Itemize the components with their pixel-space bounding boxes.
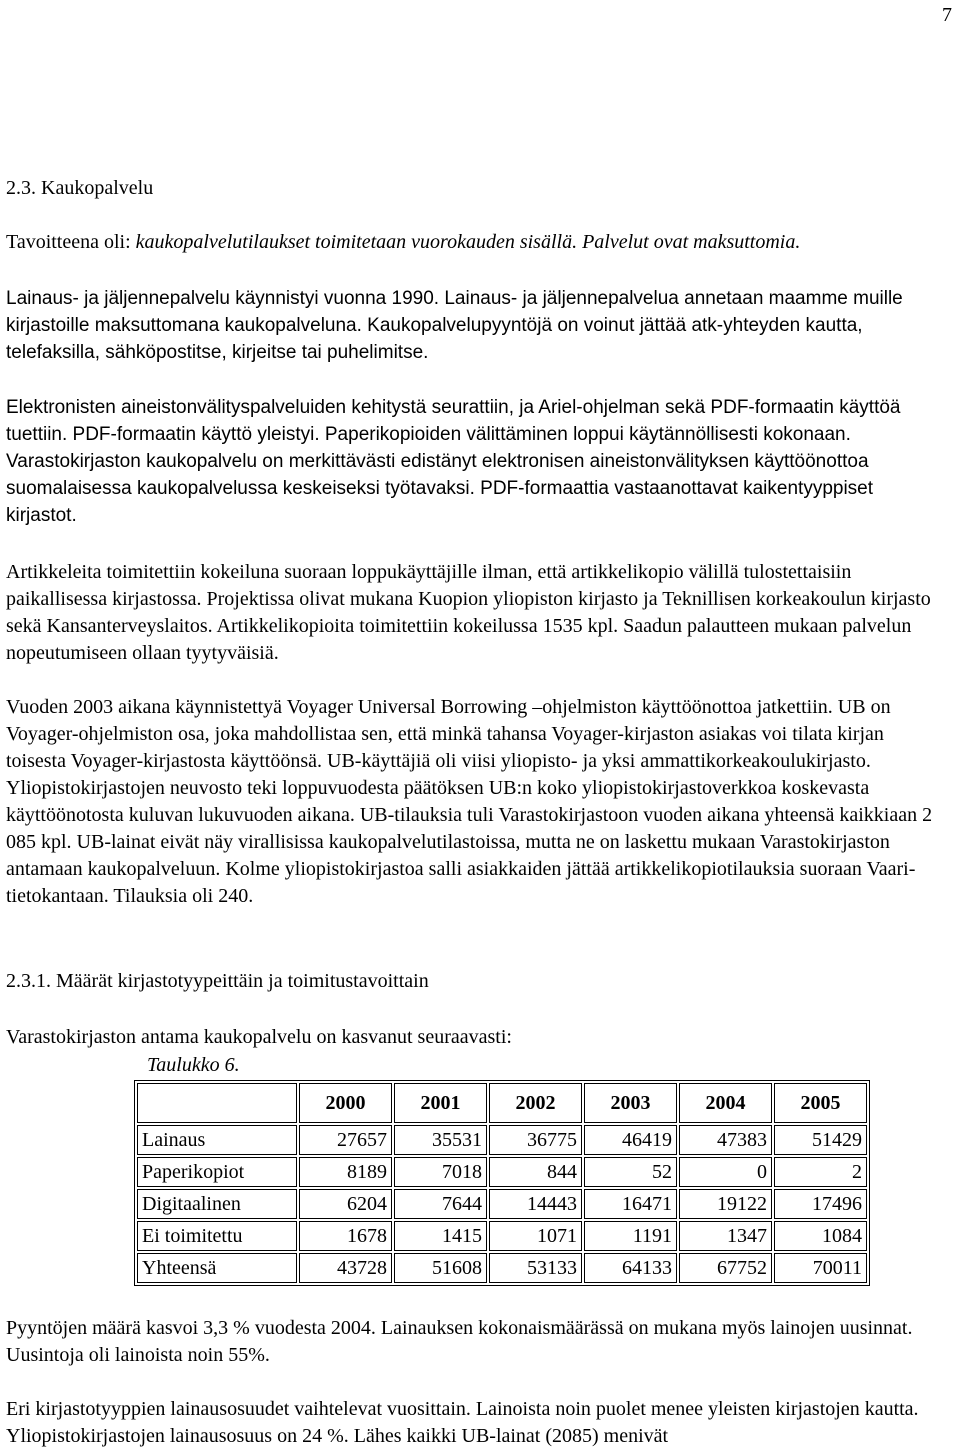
- table-cell: 1191: [584, 1221, 677, 1251]
- subsection-heading: 2.3.1. Määrät kirjastotyypeittäin ja toimitustavoittain: [6, 970, 429, 992]
- table-cell: 7644: [394, 1189, 487, 1219]
- page-number: 7: [942, 4, 952, 26]
- table-cell: 51608: [394, 1253, 487, 1283]
- table-header-cell: 2004: [679, 1083, 772, 1123]
- row-label: Paperikopiot: [137, 1157, 297, 1187]
- table-row: [137, 1125, 867, 1155]
- table-cell: 36775: [489, 1125, 582, 1155]
- table-header-cell: 2000: [299, 1083, 392, 1123]
- row-label: Yhteensä: [137, 1253, 297, 1283]
- paragraph-2: Elektronisten aineistonvälityspalveluiden kehitystä seurattiin, ja Ariel-ohjelman sekä PDF-formaatin käyttöä tuettiin. PDF-formaatin käyttö yleistyi. Paperikopioiden välittäminen loppui käytännöllisesti kokonaan. Varastokirjaston kaukopalvelu on merkittävästi edistänyt elektronisen aineistonvälityksen käyttöönottoa suomalaisessa kaukopalvelussa keskeiseksi työtavaksi. PDF-formaattia vastaanottavat kaikentyyppiset kirjastot.: [6, 397, 901, 526]
- table-row: [137, 1189, 867, 1219]
- paragraph-3: Artikkeleita toimitettiin kokeiluna suoraan loppukäyttäjille ilman, että artikkelikopio välillä tulostettaisiin paikallisessa kirjastossa. Projektissa olivat mukana Kuopion yliopiston kirjasto ja Teknillisen korkeakoulun kirjasto sekä Kansanterveyslaitos. Artikkelikopioita toimitettiin kokeilussa 1535 kpl. Saadun palautteen mukaan palvelun nopeutumiseen ollaan tyytyväisiä.: [6, 561, 931, 664]
- table-caption: Taulukko 6.: [147, 1054, 240, 1076]
- table-header-cell: 2001: [394, 1083, 487, 1123]
- table-cell: 8189: [299, 1157, 392, 1187]
- table-cell: 67752: [679, 1253, 772, 1283]
- table-cell: 1084: [774, 1221, 867, 1251]
- paragraph-1: Lainaus- ja jäljennepalvelu käynnistyi vuonna 1990. Lainaus- ja jäljennepalvelua annetaan maamme muille kirjastoille maksuttomana kaukopalveluna. Kaukopalvelupyyntöjä on voinut jättää atk-yhteyden kautta, telefaksilla, sähköpostitse, kirjeitse tai puhelimitse.: [6, 288, 903, 363]
- row-label: Ei toimitettu: [137, 1221, 297, 1251]
- table-cell: 844: [489, 1157, 582, 1187]
- table-cell: 1071: [489, 1221, 582, 1251]
- table-cell: 6204: [299, 1189, 392, 1219]
- table-header-empty: [137, 1083, 297, 1123]
- goal-text: kaukopalvelutilaukset toimitetaan vuorokauden sisällä. Palvelut ovat maksuttomia.: [135, 231, 801, 253]
- table-header-cell: 2002: [489, 1083, 582, 1123]
- table-cell: 35531: [394, 1125, 487, 1155]
- table-row: [137, 1221, 867, 1251]
- table-cell: 27657: [299, 1125, 392, 1155]
- table-cell: 19122: [679, 1189, 772, 1219]
- table-header-row: [137, 1083, 867, 1123]
- data-table: [134, 1080, 870, 1286]
- goal-paragraph: [6, 229, 936, 256]
- section-heading: 2.3. Kaukopalvelu: [6, 177, 154, 199]
- row-label: Digitaalinen: [137, 1189, 297, 1219]
- after-table-paragraph-2: Eri kirjastotyyppien lainausosuudet vaihtelevat vuosittain. Lainoista noin puolet menee yleisten kirjastojen kautta. Yliopistokirjastojen lainausosuus on 24 %. Lähes kaikki UB-lainat (2085) menivät: [6, 1398, 919, 1447]
- goal-prefix: Tavoitteena oli:: [6, 231, 136, 253]
- table-cell: 70011: [774, 1253, 867, 1283]
- table-cell: 2: [774, 1157, 867, 1187]
- table-cell: 7018: [394, 1157, 487, 1187]
- table-cell: 16471: [584, 1189, 677, 1219]
- table-cell: 1415: [394, 1221, 487, 1251]
- table-cell: 53133: [489, 1253, 582, 1283]
- subsection-intro: Varastokirjaston antama kaukopalvelu on kasvanut seuraavasti:: [6, 1026, 512, 1048]
- table-row: [137, 1157, 867, 1187]
- table-cell: 14443: [489, 1189, 582, 1219]
- table-cell: 46419: [584, 1125, 677, 1155]
- table-cell: 0: [679, 1157, 772, 1187]
- table-header-cell: 2005: [774, 1083, 867, 1123]
- table-header-cell: 2003: [584, 1083, 677, 1123]
- row-label: Lainaus: [137, 1125, 297, 1155]
- table-cell: 1347: [679, 1221, 772, 1251]
- after-table-paragraph-1: Pyyntöjen määrä kasvoi 3,3 % vuodesta 2004. Lainauksen kokonaismäärässä on mukana myös lainojen uusinnat. Uusintoja oli lainoista noin 55%.: [6, 1317, 913, 1366]
- table-cell: 52: [584, 1157, 677, 1187]
- table-row: [137, 1253, 867, 1283]
- table-cell: 51429: [774, 1125, 867, 1155]
- table-cell: 47383: [679, 1125, 772, 1155]
- table-cell: 1678: [299, 1221, 392, 1251]
- table-cell: 17496: [774, 1189, 867, 1219]
- table-cell: 64133: [584, 1253, 677, 1283]
- table-cell: 43728: [299, 1253, 392, 1283]
- paragraph-4: Vuoden 2003 aikana käynnistettyä Voyager Universal Borrowing –ohjelmiston käyttöönottoa jatkettiin. UB on Voyager-ohjelmiston osa, joka mahdollistaa sen, että minkä tahansa Voyager-kirjaston asiakas voi tilata kirjan toisesta Voyager-kirjastosta käyttöönsä. UB-käyttäjiä oli viisi yliopisto- ja yksi ammattikorkeakoulukirjasto. Yliopistokirjastojen neuvosto teki loppuvuodesta päätöksen UB:n koko yliopistokirjastoverkkoa koskevasta käyttöönotosta kuluvan lukuvuoden aikana. UB-tilauksia tuli Varastokirjastoon vuoden aikana yhteensä kaikkiaan 2 085 kpl. UB-lainat eivät näy virallisissa kaukopalvelutilastoissa, mutta ne on laskettu mukaan Varastokirjaston antamaan kaukopalveluun. Kolme yliopistokirjastoa salli asiakkaiden jättää artikkelikopiotilauksia suoraan Vaari-tietokantaan. Tilauksia oli 240.: [6, 696, 933, 907]
